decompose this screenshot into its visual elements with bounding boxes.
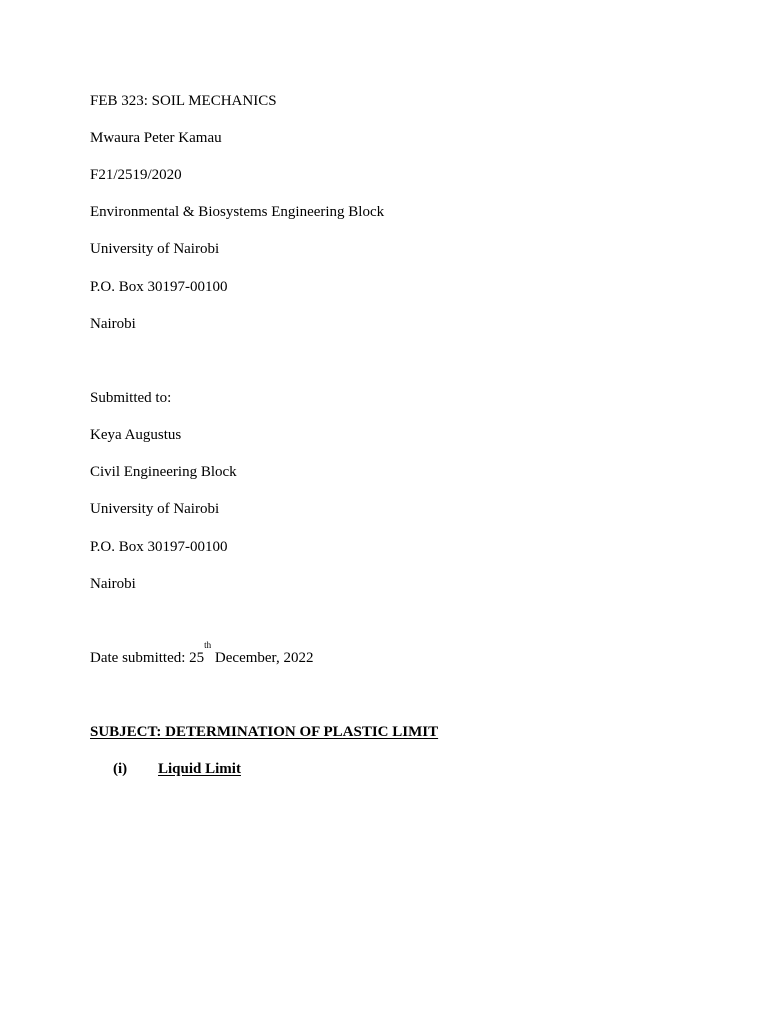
recipient-university: University of Nairobi [90, 501, 220, 517]
student-name: Mwaura Peter Kamau [90, 130, 222, 146]
recipient-name: Keya Augustus [90, 427, 182, 443]
item-label-liquid-limit: Liquid Limit [158, 761, 241, 777]
subject-heading: SUBJECT: DETERMINATION OF PLASTIC LIMIT [90, 724, 439, 740]
course-title: FEB 323: SOIL MECHANICS [90, 93, 277, 109]
date-submitted [90, 640, 314, 667]
date-ordinal-suffix: th [204, 640, 212, 650]
submitted-to-label: Submitted to: [90, 390, 172, 406]
recipient-department: Civil Engineering Block [90, 464, 237, 480]
student-city: Nairobi [90, 316, 136, 332]
date-prefix: Date submitted: 25 [90, 650, 205, 666]
item-number: (i) [113, 761, 128, 777]
recipient-city: Nairobi [90, 576, 136, 592]
date-rest: December, 2022 [211, 650, 314, 666]
student-university: University of Nairobi [90, 241, 220, 257]
registration-number: F21/2519/2020 [90, 167, 182, 183]
recipient-po-box: P.O. Box 30197-00100 [90, 539, 228, 555]
student-po-box: P.O. Box 30197-00100 [90, 279, 228, 295]
student-department: Environmental & Biosystems Engineering Block [90, 204, 385, 220]
